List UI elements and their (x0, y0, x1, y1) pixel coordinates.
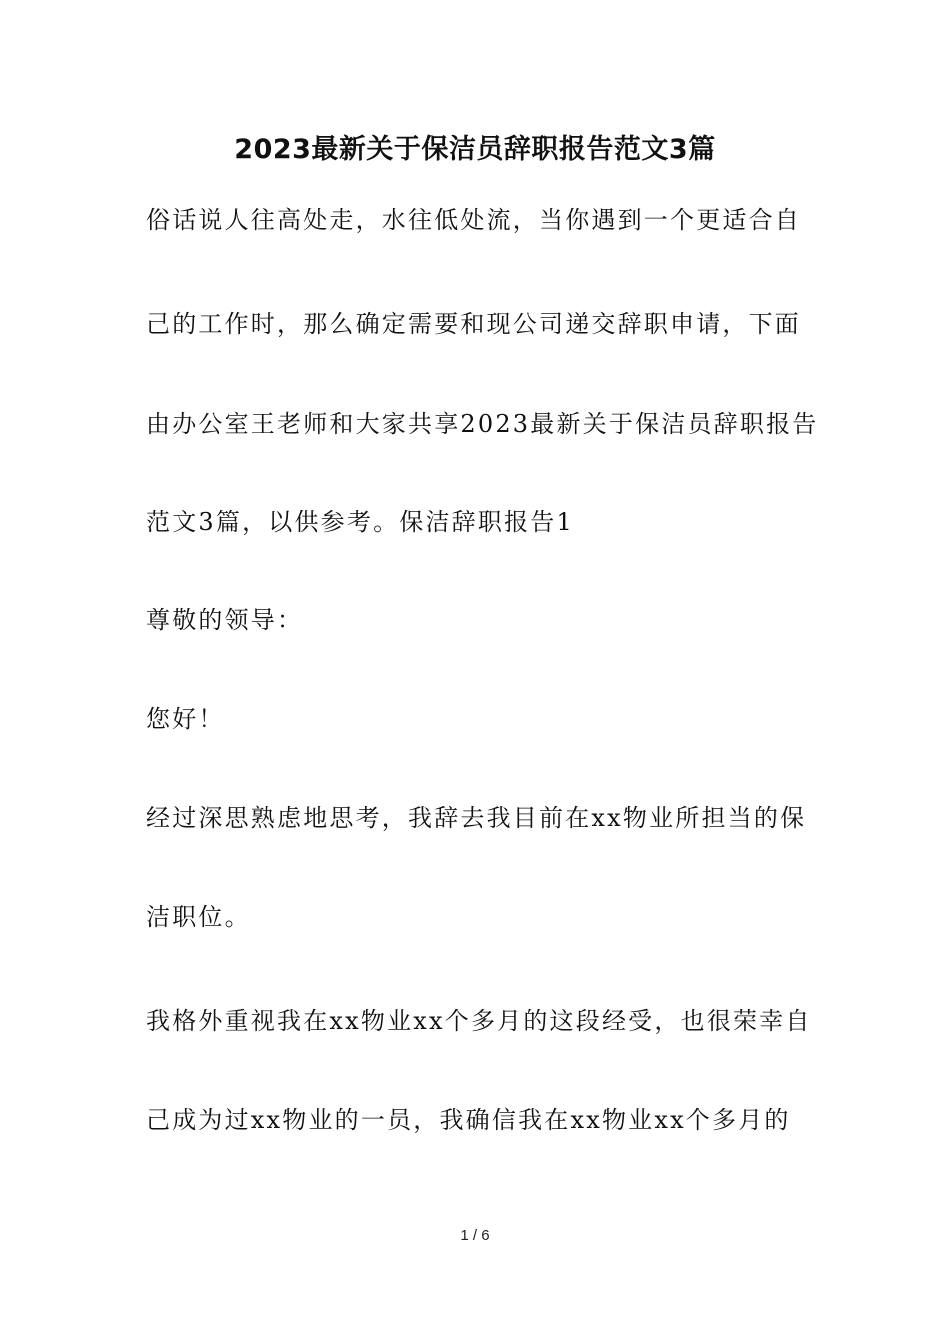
body-line-8: 洁职位。 (146, 903, 251, 931)
page-number: 1 / 6 (460, 1227, 490, 1244)
body-line-3: 由办公室王老师和大家共享2023最新关于保洁员辞职报告 (146, 410, 819, 438)
salutation: 尊敬的领导： (146, 606, 304, 634)
body-line-4: 范文3篇，以供参考。保洁辞职报告1 (146, 508, 574, 536)
body-line-1: 俗话说人往高处走，水往低处流，当你遇到一个更适合自 (146, 206, 801, 234)
body-line-10: 己成为过xx物业的一员，我确信我在xx物业xx个多月的 (146, 1106, 791, 1134)
greeting: 您好！ (146, 705, 225, 733)
body-line-2: 己的工作时，那么确定需要和现公司递交辞职申请，下面 (146, 310, 801, 338)
body-line-9: 我格外重视我在xx物业xx个多月的这段经受，也很荣幸自 (146, 1007, 812, 1035)
document-title: 2023最新关于保洁员辞职报告范文3篇 (234, 134, 716, 165)
body-line-7: 经过深思熟虑地思考，我辞去我目前在xx物业所担当的保 (146, 804, 807, 832)
